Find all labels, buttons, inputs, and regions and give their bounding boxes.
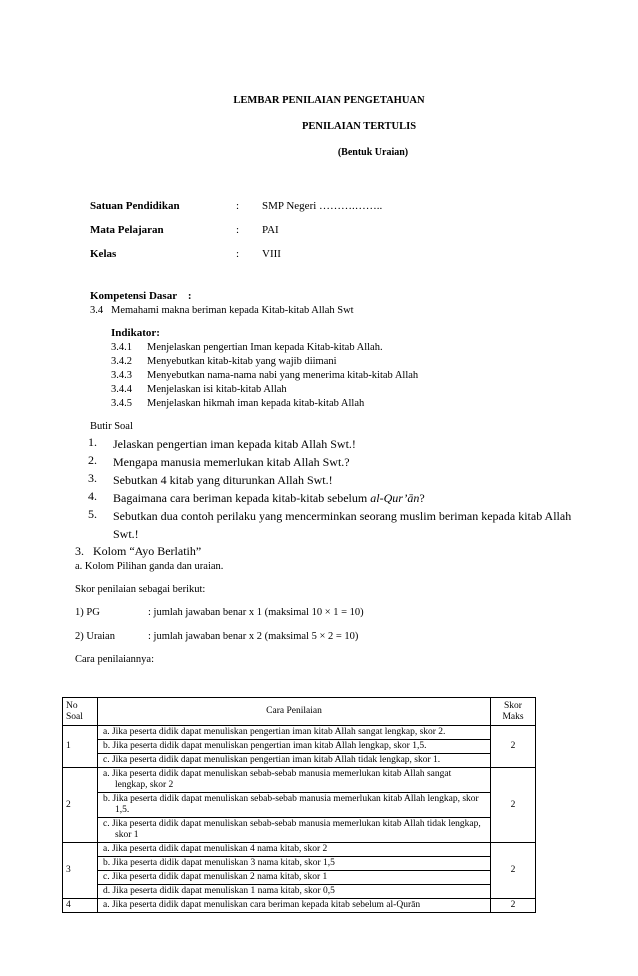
- uraian-formula: : jumlah jawaban benar x 2 (maksimal 5 × 2 = 10): [148, 631, 359, 642]
- criteria-item: b. Jika peserta didik dapat menuliskan sebab-sebab manusia memerlukan kitab Allah lengkap, skor 1,5.: [98, 793, 490, 818]
- row-criteria: [98, 843, 491, 899]
- table-row: [63, 843, 536, 899]
- pg-label: 1) PG: [75, 607, 100, 618]
- question-text: [113, 489, 583, 507]
- indikator-text: Menjelaskan pengertian Iman kepada Kitab-kitab Allah.: [147, 342, 383, 353]
- indikator-number: 3.4.5: [111, 398, 132, 409]
- question-number: 5.: [88, 507, 97, 521]
- indikator-label: Indikator:: [111, 327, 160, 339]
- question-number: 2.: [88, 453, 97, 467]
- row-criteria: [98, 726, 491, 768]
- identity-value-satuan: SMP Negeri ……….……..: [262, 200, 383, 212]
- question-text: Mengapa manusia memerlukan kitab Allah Swt.?: [113, 455, 350, 469]
- butir-soal-label: Butir Soal: [90, 421, 133, 432]
- criteria-item: a. Jika peserta didik dapat menuliskan 4 nama kitab, skor 2: [98, 843, 490, 857]
- cara-label: Cara penilaiannya:: [75, 654, 155, 665]
- table-row: [63, 899, 536, 913]
- row-skor: 2: [491, 899, 536, 913]
- kompetensi-kd: 3.4 Memahami makna beriman kepada Kitab-kitab Allah Swt: [90, 305, 354, 316]
- row-no: 4: [63, 899, 98, 913]
- header-cara-penilaian: Cara Penilaian: [98, 698, 491, 726]
- indikator-number: 3.4.4: [111, 384, 132, 395]
- indikator-number: 3.4.3: [111, 370, 132, 381]
- identity-colon: :: [236, 224, 240, 236]
- criteria-item: a. Jika peserta didik dapat menuliskan sebab-sebab manusia memerlukan kitab Allah sangat lengkap, skor 2: [98, 768, 490, 793]
- rubric-table: [62, 697, 536, 913]
- table-header-row: [63, 698, 536, 726]
- question-text-part: ?: [419, 491, 425, 505]
- question-number: 1.: [88, 435, 97, 449]
- indikator-text: Menjelaskan isi kitab-kitab Allah: [147, 384, 287, 395]
- title-bentuk: (Bentuk Uraian): [337, 147, 409, 158]
- section-heading: 3. Kolom “Ayo Berlatih”: [75, 544, 202, 558]
- row-no: 2: [63, 768, 98, 843]
- criteria-item: c. Jika peserta didik dapat menuliskan 2 nama kitab, skor 1: [98, 871, 490, 885]
- row-skor: 2: [491, 843, 536, 899]
- header-skor-maks: Skor Maks: [491, 698, 536, 726]
- row-skor: 2: [491, 768, 536, 843]
- indikator-text: Menjelaskan hikmah iman kepada kitab-kitab Allah: [147, 398, 365, 409]
- title-penilaian: PENILAIAN TERTULIS: [301, 121, 417, 132]
- identity-label-satuan: Satuan Pendidikan: [90, 200, 180, 212]
- question-text: Sebutkan 4 kitab yang diturunkan Allah Swt.!: [113, 473, 333, 487]
- question-text: Sebutkan dua contoh perilaku yang mencerminkan seorang muslim beriman kepada kitab Allah Swt.!: [113, 509, 572, 541]
- identity-label-kelas: Kelas: [90, 248, 117, 260]
- skor-intro: Skor penilaian sebagai berikut:: [75, 584, 206, 595]
- row-no: 3: [63, 843, 98, 899]
- row-skor: 2: [491, 726, 536, 768]
- question-number: 3.: [88, 471, 97, 485]
- criteria-item: c. Jika peserta didik dapat menuliskan pengertian iman kitab Allah tidak lengkap, skor 1.: [103, 755, 441, 765]
- indikator-text: Menyebutkan kitab-kitab yang wajib diimani: [147, 356, 337, 367]
- indikator-number: 3.4.1: [111, 342, 132, 353]
- criteria-item: b. Jika peserta didik dapat menuliskan 3 nama kitab, skor 1,5: [98, 857, 490, 871]
- pg-formula: : jumlah jawaban benar x 1 (maksimal 10 × 1 = 10): [148, 607, 364, 618]
- question-number: 4.: [88, 489, 97, 503]
- identity-colon: :: [236, 200, 240, 212]
- title-lembar: LEMBAR PENILAIAN PENGETAHUAN: [233, 95, 425, 106]
- indikator-number: 3.4.2: [111, 356, 132, 367]
- question-text-part: Bagaimana cara beriman kepada kitab-kitab sebelum: [113, 491, 371, 505]
- uraian-label: 2) Uraian: [75, 631, 115, 642]
- identity-value-kelas: VIII: [262, 248, 281, 260]
- identity-colon: :: [236, 248, 240, 260]
- criteria-item: a. Jika peserta didik dapat menuliskan pengertian iman kitab Allah sangat lengkap, skor 2.: [98, 726, 490, 740]
- criteria-item: a. Jika peserta didik dapat menuliskan cara beriman kepada kitab sebelum al-Qurān: [103, 900, 421, 910]
- row-criteria: [98, 899, 491, 913]
- row-no: 1: [63, 726, 98, 768]
- table-row: [63, 768, 536, 843]
- criteria-item: d. Jika peserta didik dapat menuliskan 1 nama kitab, skor 0,5: [103, 886, 335, 896]
- header-no-soal: No Soal: [63, 698, 98, 726]
- kompetensi-label: Kompetensi Dasar :: [90, 290, 192, 302]
- section-sub: a. Kolom Pilihan ganda dan uraian.: [75, 561, 224, 572]
- table-row: [63, 726, 536, 768]
- question-text-italic: al-Qur’ān: [370, 491, 420, 505]
- identity-value-mapel: PAI: [262, 224, 279, 236]
- identity-label-mapel: Mata Pelajaran: [90, 224, 164, 236]
- indikator-text: Menyebutkan nama-nama nabi yang menerima kitab-kitab Allah: [147, 370, 419, 381]
- criteria-item: c. Jika peserta didik dapat menuliskan sebab-sebab manusia memerlukan kitab Allah tidak lengkap, skor 1: [103, 819, 481, 840]
- row-criteria: [98, 768, 491, 843]
- criteria-item: b. Jika peserta didik dapat menuliskan pengertian iman kitab Allah lengkap, skor 1,5.: [98, 740, 490, 754]
- question-text: Jelaskan pengertian iman kepada kitab Allah Swt.!: [113, 437, 356, 451]
